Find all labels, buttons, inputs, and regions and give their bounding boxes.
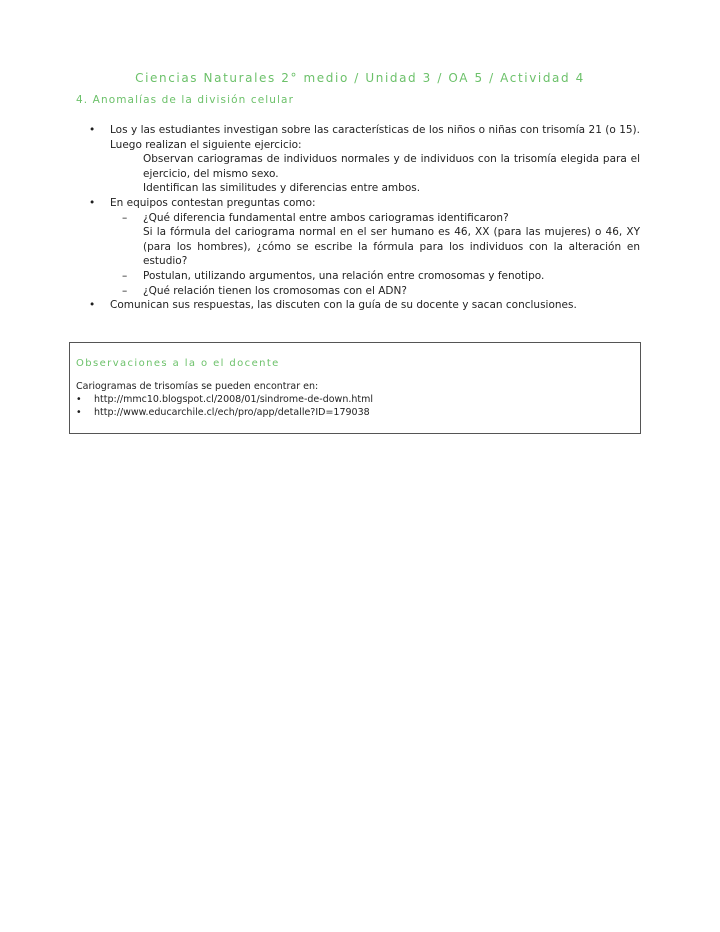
list-item (89, 196, 640, 298)
question-item (110, 225, 640, 269)
question-text: Si la fórmula del cariograma normal en el ser humano es 46, XX (para las mujeres) o 46, XY (para los hombres), ¿cómo se escribe la fórmula para los individuos con la alteración en estudio? (143, 226, 640, 268)
activity-content (89, 123, 640, 313)
dash-mark: – (122, 211, 128, 224)
link-item[interactable]: • http://mmc10.blogspot.cl/2008/01/sindrome-de-down.html (76, 393, 373, 406)
sub-text: Identifican las similitudes y diferencias entre ambos. (143, 182, 421, 195)
link-item[interactable]: • http://www.educarchile.cl/ech/pro/app/detalle?ID=179038 (76, 406, 373, 419)
page-header: Ciencias Naturales 2° medio / Unidad 3 / OA 5 / Actividad 4 (135, 71, 585, 85)
question-item (110, 269, 640, 284)
observations-title: Observaciones a la o el docente (76, 358, 280, 369)
question-text: ¿Qué diferencia fundamental entre ambos cariogramas identificaron? (143, 211, 509, 224)
dash-mark: – (122, 269, 128, 282)
link-list (76, 393, 373, 419)
bullet-text: • En equipos contestan preguntas como: (110, 196, 316, 209)
list-item (89, 298, 640, 313)
question-list (110, 211, 640, 299)
section-title: 4. Anomalías de la división celular (76, 94, 294, 106)
bullet-text: • Los y las estudiantes investigan sobre las características de los niños o niñas con trisomía 21 (o 15). Luego realizan el siguiente ejercicio: (110, 124, 640, 151)
observations-body (76, 380, 373, 419)
question-text: ¿Qué relación tienen los cromosomas con el ADN? (143, 284, 407, 297)
question-item (110, 211, 640, 226)
activity-list (89, 123, 640, 313)
observations-intro: Cariogramas de trisomías se pueden encontrar en: (76, 381, 319, 392)
bullet-text: • Comunican sus respuestas, las discuten con la guía de su docente y sacan conclusiones. (110, 299, 577, 312)
list-item (89, 123, 640, 196)
question-text: Postulan, utilizando argumentos, una relación entre cromosomas y fenotipo. (143, 269, 545, 282)
question-item (110, 284, 640, 299)
sub-text: Observan cariogramas de individuos normales y de individuos con la trisomía elegida para el ejercicio, del mismo sexo. (143, 153, 640, 180)
teacher-observations-box (69, 342, 641, 434)
dash-mark: – (122, 284, 128, 297)
